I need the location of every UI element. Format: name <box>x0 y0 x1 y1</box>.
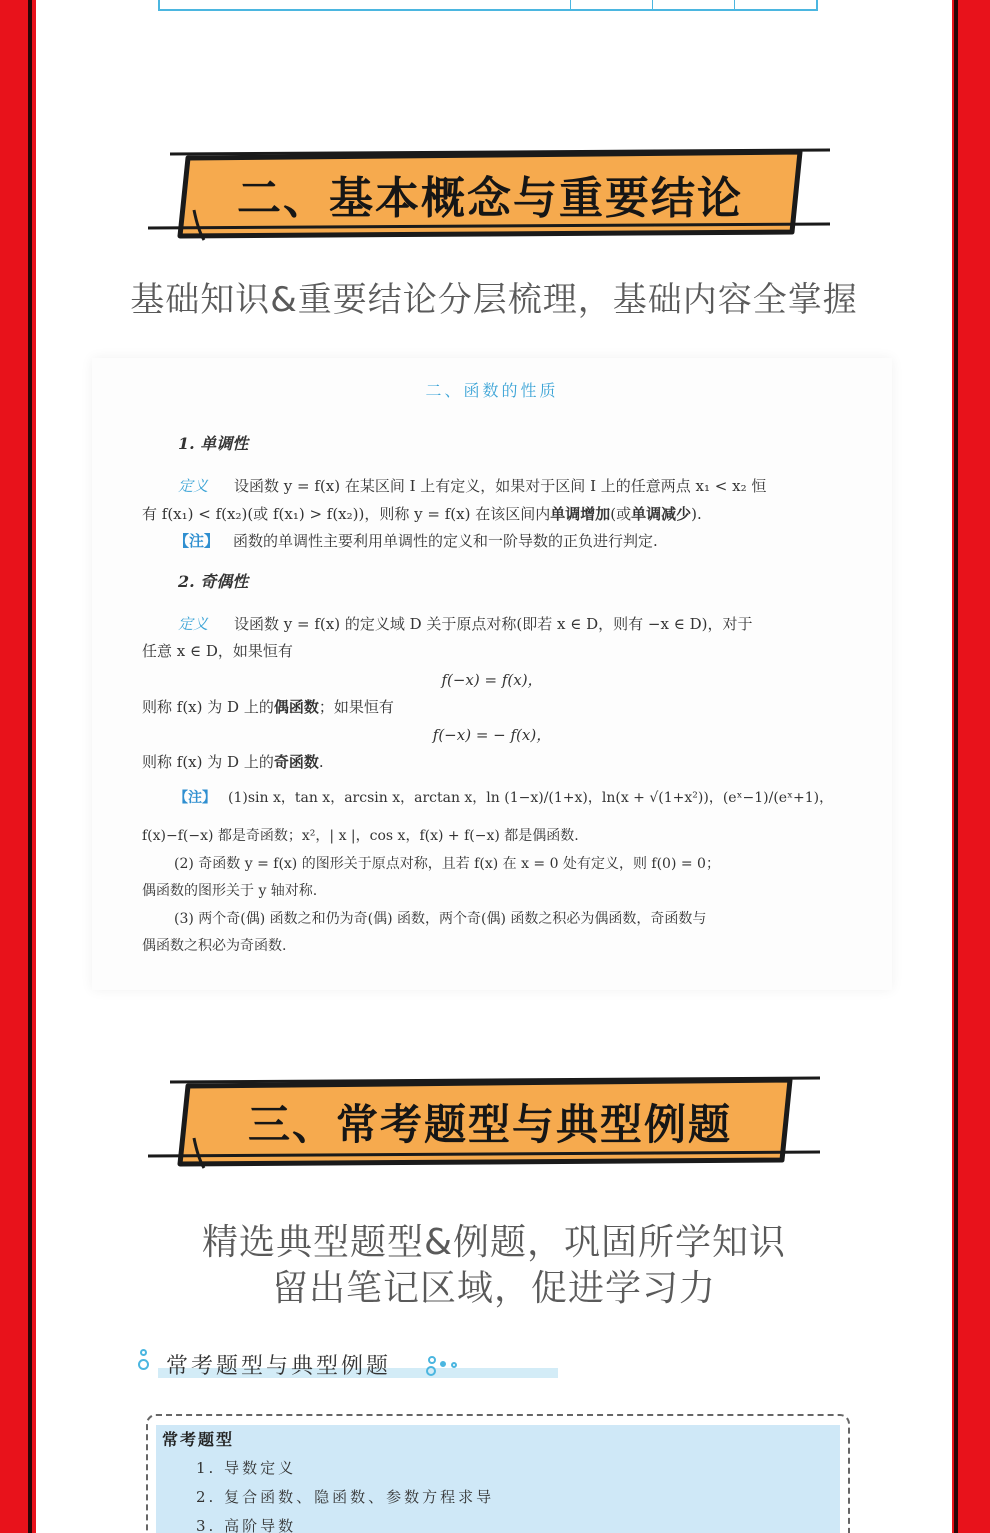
question-type-item: 1. 导数定义 <box>196 1459 297 1477</box>
odd-text-b: . <box>318 753 324 771</box>
section2-banner-title: 二、基本概念与重要结论 <box>237 173 743 224</box>
mono-bold-decrease: 单调减少 <box>631 505 692 523</box>
bubble-dot-icon <box>451 1362 457 1368</box>
right-dark-line <box>954 0 958 1533</box>
parity-def-text1: 设函数 y = f(x) 的定义域 D 关于原点对称(即若 x ∈ D，则有 −x ∈ D)，对于 <box>234 615 753 633</box>
question-type-item: 2. 复合函数、隐函数、参数方程求导 <box>196 1488 495 1506</box>
monotonicity-def-line2 <box>142 504 842 524</box>
parity-note3a <box>142 909 842 929</box>
mono-mid: (或 <box>610 505 632 523</box>
left-dark-line <box>28 0 32 1533</box>
bubble-dot-icon <box>428 1356 436 1364</box>
parity-def-line1 <box>142 614 842 634</box>
section2-subtitle: 基础知识&重要结论分层梳理，基础内容全掌握 <box>130 280 858 320</box>
parity-note2a-text: (2) 奇函数 y = f(x) 的图形关于原点对称，且若 f(x) 在 x = 0 处有定义，则 f(0) = 0； <box>174 856 720 872</box>
section3-subtitle-line1: 精选典型题型&例题，巩固所学知识 <box>201 1222 787 1263</box>
monotonicity-note <box>142 531 842 551</box>
parity-note1b: f(x)−f(−x) 都是奇函数；x²，| x |，cos x，f(x) + f(−x) 都是偶函数. <box>142 828 579 844</box>
mono-def-text1: 设函数 y = f(x) 在某区间 I 上有定义，如果对于区间 I 上的任意两点 x₁ < x₂ 恒 <box>234 477 767 495</box>
parity-note1 <box>142 788 842 808</box>
note-tag-2: 【注】 <box>174 790 216 806</box>
even-def-line <box>142 697 842 717</box>
monotonicity-def-line1 <box>142 476 842 496</box>
parity-note1-text: (1)sin x，tan x，arcsin x，arctan x，ln (1−x)/(1+x)，ln(x + √(1+x²))，(eˣ−1)/(eˣ+1)， <box>228 790 834 806</box>
odd-def-line <box>142 752 842 772</box>
def-tag: 定义 <box>178 477 209 495</box>
monotonicity-heading: 1. 单调性 <box>178 434 249 453</box>
bubble-dot-icon <box>140 1349 147 1356</box>
top-table-remnant <box>158 0 818 11</box>
study-section-header <box>140 1345 470 1385</box>
even-text-b: ；如果恒有 <box>318 698 394 716</box>
left-red-border <box>0 0 30 1533</box>
section3-banner <box>140 1068 840 1178</box>
note-tag: 【注】 <box>174 532 220 550</box>
odd-text-a: 则称 f(x) 为 D 上的 <box>142 753 274 771</box>
right-red-border <box>960 0 990 1533</box>
parity-note3b: 偶函数之积必为奇函数. <box>142 938 287 954</box>
odd-equation: f(−x) = − f(x)， <box>432 726 552 744</box>
question-type-item: 3. 高阶导数 <box>196 1517 297 1533</box>
mono-def-text2: 有 f(x₁) < f(x₂)(或 f(x₁) > f(x₂))，则称 y = f(x) 在该区间内 <box>142 505 551 523</box>
parity-note2a <box>142 854 842 874</box>
parity-note2b: 偶函数的图形关于 y 轴对称. <box>142 883 318 899</box>
bubble-dot-icon <box>138 1359 149 1370</box>
odd-bold: 奇函数 <box>273 753 319 771</box>
question-types-heading: 常考题型 <box>162 1430 235 1449</box>
mono-bold-increase: 单调增加 <box>550 505 611 523</box>
parity-heading: 2. 奇偶性 <box>178 572 249 591</box>
bubble-dot-icon <box>426 1366 436 1376</box>
book-section-title: 二、函数的性质 <box>425 381 559 400</box>
even-text-a: 则称 f(x) 为 D 上的 <box>142 698 274 716</box>
even-equation: f(−x) = f(x)， <box>441 671 543 689</box>
bubble-dot-icon <box>440 1361 446 1367</box>
mono-note-text: 函数的单调性主要利用单调性的定义和一阶导数的正负进行判定. <box>233 532 658 550</box>
section2-banner <box>140 140 840 250</box>
parity-def-line2: 任意 x ∈ D，如果恒有 <box>142 642 293 660</box>
mono-end: ). <box>691 505 702 523</box>
section3-subtitle-line2: 留出笔记区域，促进学习力 <box>271 1268 716 1309</box>
study-header-title: 常考题型与典型例题 <box>166 1354 392 1379</box>
parity-note3a-text: (3) 两个奇(偶) 函数之和仍为奇(偶) 函数，两个奇(偶) 函数之积必为偶函数，奇函数与 <box>174 911 707 927</box>
even-bold: 偶函数 <box>273 698 319 716</box>
book-page-excerpt <box>92 358 892 990</box>
def-tag-2: 定义 <box>178 615 209 633</box>
section3-banner-title: 三、常考题型与典型例题 <box>247 1100 732 1149</box>
